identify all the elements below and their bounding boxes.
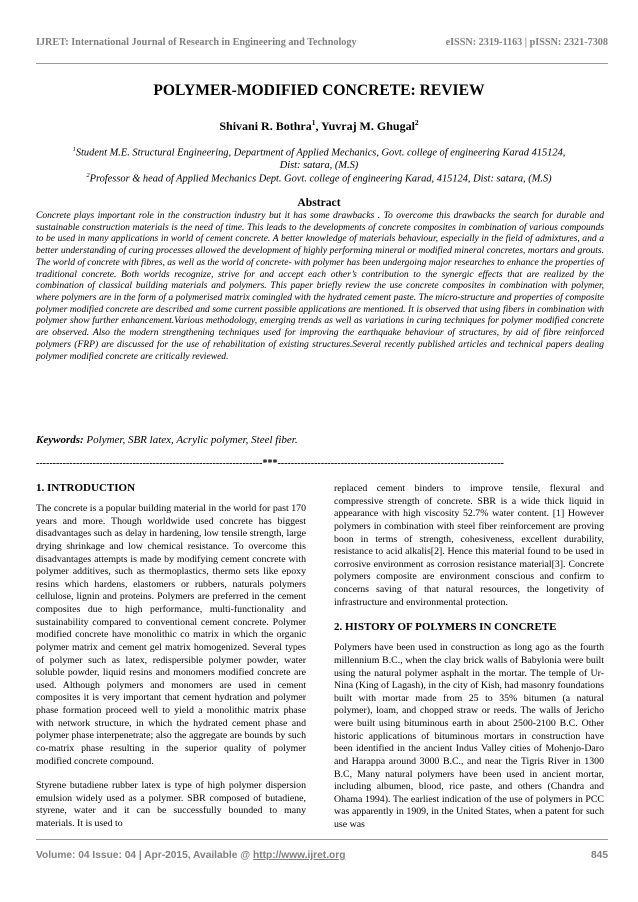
intro-paragraph-1: The concrete is a popular building material in the world for past 170 years and more. Though worldwide used concrete has biggest disadvantages such as delay in hardening, low tensile strength, large drying shrinkage and low chemical resistance. To overcome this disadvantages attempts is made by modifying cement concrete with polymer additives, such as thermoplastics, thermo sets like epoxy resins which hardens, elastomers or rubbers, naturals polymers cellulose, lignin and proteins. Polymers are preferred in the cement composites due to high performance, multi-functionality and sustainability compared to conventional cement concrete. Polymer modified concrete have monolithic co matrix in which the organic polymer matrix and cement gel matrix homogenized. Several types of polymer such as latex, redispersible polymer powder, water soluble powder, liquid resins and monomers modified concrete are used. Although polymers and monomers are used in cement composites it is very important that cement hydration and polymer phase formation proceed well to yield a monolithic matrix phase with network structure, in which the hydrated cement phase and polymer phase interpenetrate; also the aggregate are bounds by such co-matrix phase resulting in the superior quality of polymer modified concrete compound.	[36, 503, 306, 767]
affiliation-2	[40, 169, 598, 185]
intro-paragraph-2: Styrene butadiene rubber latex is type of high polymer dispersion emulsion widely used as a polymer. SBR composed of butadiene, styrene, water and it can be successfully bounded to many materials. It is used to	[36, 780, 306, 829]
affiliation-2-line1: Professor & head of Applied Mechanics Dept. Govt. college of engineering Karad, 415124, Dist: satara, (M.S)	[89, 173, 552, 185]
affiliation-1-sup: 1	[72, 146, 76, 153]
journal-link[interactable]: http://www.ijret.org	[253, 850, 346, 861]
keywords-line	[36, 434, 604, 446]
keywords-text: Polymer, SBR latex, Acrylic polymer, Steel fiber.	[83, 434, 298, 446]
history-paragraph-1: Polymers have been used in construction as long ago as the fourth millennium B.C., when the clay brick walls of Babylonia were built using the natural polymer asphalt in the mortar. The temple of Ur-Nina (King of Lagash), in the city of Kish, had masonry foundations built with mortar made from 25 to 35% bitumen (a natural polymer), loam, and chopped straw or reeds. The walls of Jericho were built using bituminous earth in about 2500-2100 B.C. Other historic applications of bituminous mortars in construction have been identified in the ancient Indus Valley cities of Mohenjo-Daro and Harappa around 3000 B.C., and near the Tigris River in 1300 B.C, Many natural polymers have been used in ancient mortar, including albumen, blood, rice paste, and others (Chandra and Ohama 1994). The earliest indication of the use of polymers in PCC was apparently in 1909, in the United States, when a patent for such use was	[334, 642, 604, 830]
affiliation-2-sup: 2	[86, 172, 90, 179]
author-1-sup: 1	[311, 118, 316, 127]
intro-paragraph-3: replaced cement binders to improve tensile, flexural and compressive strength of concrete. SBR is a wide thick liquid in appearance with high viscosity 52.7% water content. [1] However polymers in combination with steel fiber reinforcement are proving boon in terms of strength, cohesiveness, excellent durability, resistance to acid alkalis[2]. Hence this material found to be used in corrosive environment as corrosion resistance material[3]. Concrete polymers composite are environment conscious and confirm to concerns saving of that natural resources, the longetivity of infrastructure and environmental protection.	[334, 483, 604, 608]
header-rule	[36, 63, 608, 64]
introduction-heading: 1. INTRODUCTION	[36, 482, 136, 494]
footer-rule	[36, 839, 608, 840]
page-number: 845	[591, 850, 608, 861]
page-footer	[36, 850, 608, 861]
author-separator: ,	[315, 119, 321, 133]
history-heading: 2. HISTORY OF POLYMERS IN CONCRETE	[334, 621, 557, 634]
paper-title: POLYMER-MODIFIED CONCRETE: REVIEW	[153, 82, 485, 99]
affiliation-1-line2: Dist: satara, (M.S)	[279, 160, 359, 172]
running-header	[36, 37, 608, 48]
right-column	[334, 483, 604, 832]
author-1: Shivani R. Bothra	[219, 119, 312, 133]
footer-prefix: Volume: 04 Issue: 04 | Apr-2015, Available @	[36, 850, 253, 861]
authors-line	[0, 118, 638, 134]
left-column	[36, 482, 306, 831]
keywords-label: Keywords:	[36, 434, 84, 446]
issn-text: eISSN: 2319-1163 | pISSN: 2321-7308	[445, 37, 608, 48]
section-separator: --------------------------------------------------------------------***--------------------------------------------------------------------	[36, 458, 504, 469]
abstract-text: Concrete plays important role in the construction industry but it has some drawbacks . To overcome this drawbacks the search for durable and sustainable construction materials is the need of time. This leads to the developments of concrete composites in combination of various compounds to be used in many applications in world of cement concrete. A better knowledge of materials behaviour, especially in the field of admixtures, and a better understanding of curing processes allowed the development of highly performing mineral or modified mineral concretes, mortars and grouts. The world of concrete with fibres, as well as the world of concrete- with polymer has been undergoing major researches to enhance the properties of traditional concrete. Both worlds recognize, strive for and accept each other’s contribution to the synergic effects that are realized by the combination of classical building materials and polymers. This paper briefly review the use concrete composites in combination with polymer, where polymers are in the form of a polymerised matrix comingled with the hydrated cement paste. The micro-structure and properties of composite polymer modified concrete are described and some current possible applications are mentioned. It is observed that using fibers in combination with polymer show further enhancement.Various methodology, emerging trends as well as variations in curing techniques for polymer modified concrete are observed. Also the modern strengthening techniques used for improving the earthquake behaviour of structures, by aid of fibre reinforced polymers (FRP) are discussed for the use of rehabilitation of existing structures.Several recently published articles and technical papers dealing polymer modified concrete are critically reviewed.	[36, 210, 604, 362]
author-2-sup: 2	[414, 118, 419, 127]
author-2: Yuvraj M. Ghugal	[321, 119, 415, 133]
journal-name: IJRET: International Journal of Research in Engineering and Technology	[36, 37, 357, 48]
affiliation-1-line1: Student M.E. Structural Engineering, Department of Applied Mechanics, Govt. college of engineering Karad 415124,	[75, 147, 566, 159]
footer-volume	[36, 850, 345, 861]
abstract-heading: Abstract	[297, 196, 341, 209]
